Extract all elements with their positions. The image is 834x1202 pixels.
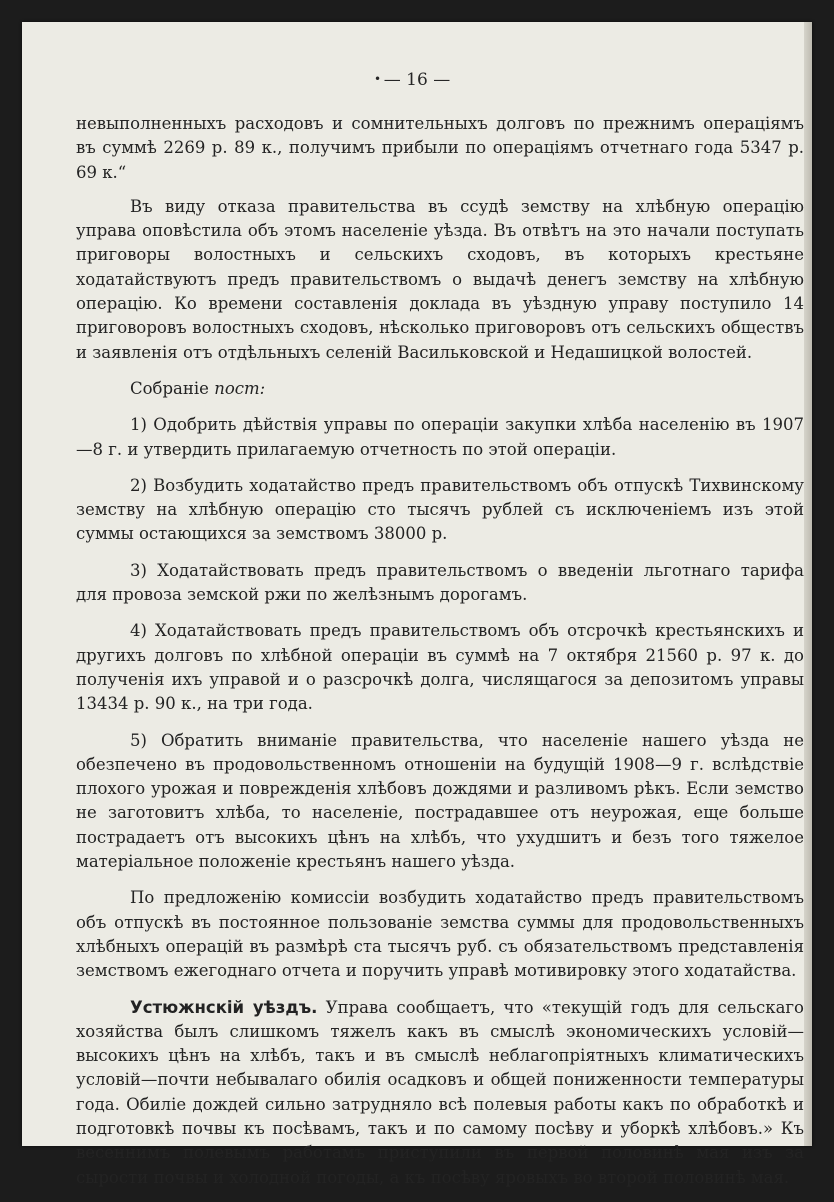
resolution-label: пост: [214, 378, 266, 398]
page-mark: • [374, 72, 382, 86]
resolution-item-4: 4) Ходатайствовать предъ правительствомъ объ отсрочкѣ крестьянскихъ и другихъ долговъ по хлѣбной операціи въ суммѣ на 7 октября 21560 р. 97 к. до полученія ихъ управой и о разсрочкѣ долга, числящагося за депозитомъ управы 13434 р. 90 к., на три года. [76, 621, 804, 714]
paragraph-continuation: невыполненныхъ расходовъ и сомнительныхъ долговъ по прежнимъ операціямъ въ суммѣ 2269 р. 89 к., получимъ прибыли по операціямъ отчетнаго года 5347 р. 69 к.“ [76, 114, 804, 182]
page-edge [804, 22, 812, 1146]
body-text [76, 112, 804, 1202]
resolution-item-2: 2) Возбудить ходатайство предъ правительствомъ объ отпускѣ Тихвинскому земству на хлѣбную операцію сто тысячъ рублей съ исключеніемъ изъ этой суммы остающихся за земствомъ 38000 р. [76, 475, 804, 544]
district-heading: Устюжнскій уѣздъ. [130, 997, 318, 1017]
district-section [76, 996, 804, 1190]
paragraph: По предложенію комиссіи возбудить ходатайство предъ правительствомъ объ отпускѣ въ постоянное пользованіе земства суммы для продовольственныхъ хлѣбныхъ операцій въ размѣрѣ ста тысячъ руб. съ обязательствомъ представленія земствомъ ежегоднаго отчета и поручить управѣ мотивировку этого ходатайства. [76, 888, 804, 981]
resolution-item-3: 3) Ходатайствовать предъ правительствомъ о введеніи льготнаго тарифа для провоза земской ржи по желѣзнымъ дорогамъ. [76, 560, 804, 605]
page-number: — 16 — [383, 70, 451, 90]
paragraph: Въ виду отказа правительства въ ссудѣ земству на хлѣбную операцію управа оповѣстила объ этомъ населеніе уѣзда. Въ отвѣтъ на это начали поступать приговоры волостныхъ и сельскихъ сходовъ, въ которыхъ крестьяне ходатайствуютъ предъ правительствомъ о выдачѣ денегъ земству на хлѣбную операцію. Ко времени составленія доклада въ уѣздную управу поступило 14 приговоровъ волостныхъ сходовъ, нѣсколько приговоровъ отъ сельскихъ обществъ и заявленія отъ отдѣльныхъ селеній Васильковской и Недашицкой волостей. [76, 196, 804, 362]
district-text: Управа сообщаетъ, что «текущій годъ для сельскаго хозяйства былъ слишкомъ тяжелъ какъ въ смыслѣ экономическихъ условій—высокихъ цѣнъ на хлѣбъ, такъ и въ смыслѣ неблагопріятныхъ климатическихъ условій—почти небывалаго обилія осадковъ и общей пониженности температуры года. Обиліе дождей сильно затрудняло всѣ полевыя работы какъ по обработкѣ и подготовкѣ почвы къ посѣвамъ, такъ и по самому посѣву и уборкѣ хлѣбовъ.» Къ весеннимъ полевымъ работамъ приступили въ первой половинѣ мая изъ за сырости почвы и холодной погоды, а къ посѣву яровыхъ во второй половинѣ мая. [76, 997, 804, 1187]
resolution-item-5: 5) Обратить вниманіе правительства, что населеніе нашего уѣзда не обезпечено въ продовольственномъ отношеніи на будущій 1908—9 г. вслѣдствіе плохого урожая и поврежденія хлѣбовъ дождями и разливомъ рѣкъ. Если земство не заготовитъ хлѣба, то населеніе, пострадавшее отъ неурожая, еще больше пострадаетъ отъ высокихъ цѣнъ на хлѣбъ, что ухудшитъ и безъ того тяжелое матеріальное положеніе крестьянъ нашего уѣзда. [76, 730, 804, 872]
resolution-item-1: 1) Одобрить дѣйствія управы по операціи закупки хлѣба населенію въ 1907—8 г. и утвердить прилагаемую отчетность по этой операціи. [76, 415, 804, 459]
document-page [22, 22, 812, 1187]
resolution-prefix: Собраніе [130, 378, 209, 398]
resolution-intro [76, 377, 804, 401]
